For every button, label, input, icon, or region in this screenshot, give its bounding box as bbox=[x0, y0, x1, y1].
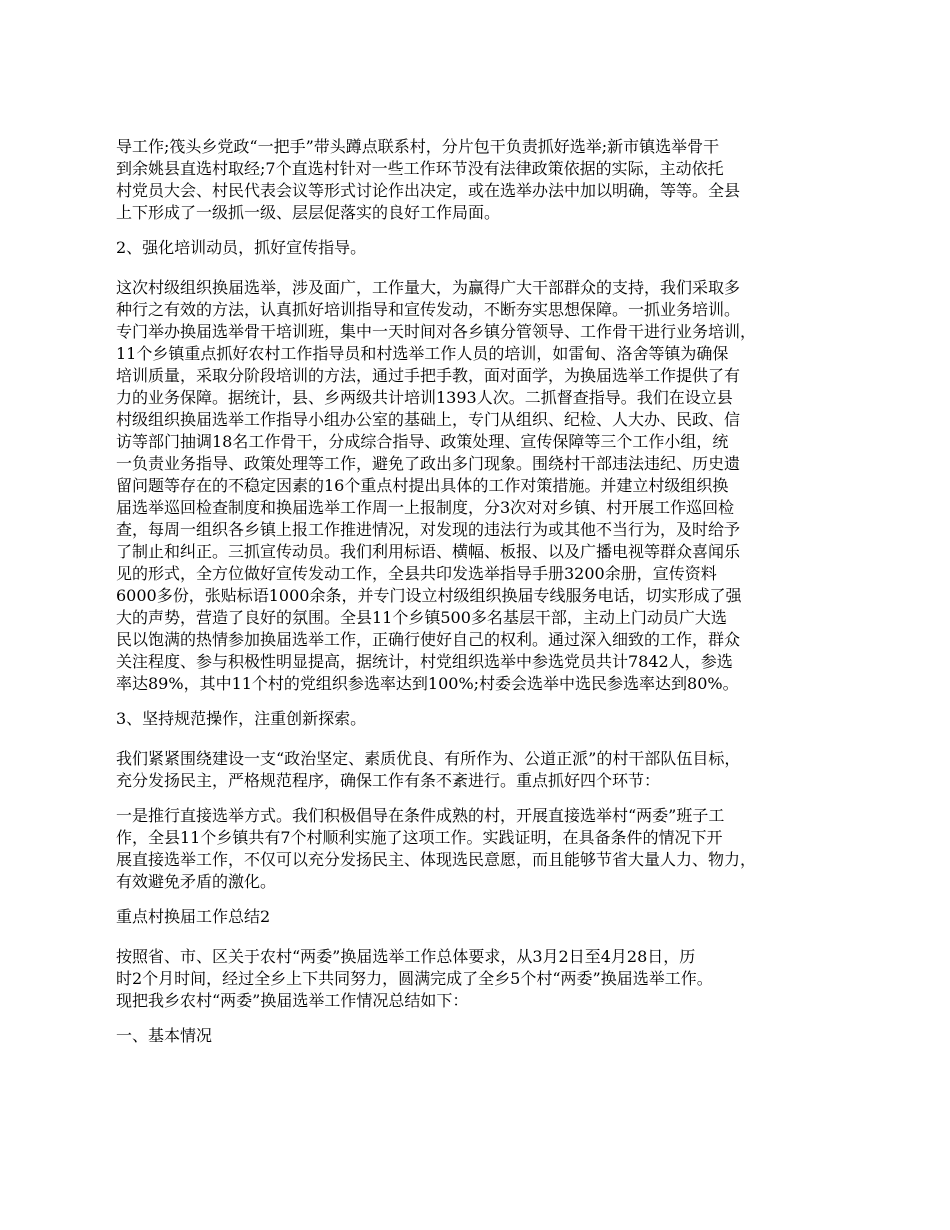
text-line: 民以饱满的热情参加换届选举工作，正确行使好自己的权利。通过深入细致的工作，群众 bbox=[116, 630, 741, 649]
text-line: 关注程度、参与积极性明显提高，据统计，村党组织选举中参选党员共计7842人，参选 bbox=[116, 652, 733, 671]
text-line: 展直接选举工作，不仅可以充分发扬民主、体现选民意愿，而且能够节省大量人力、物力， bbox=[116, 850, 757, 869]
paragraph-training bbox=[116, 277, 856, 695]
text-line: 到余姚县直选村取经;7个直选村针对一些工作环节没有法律政策依据的实际，主动依托 bbox=[116, 159, 724, 178]
paragraph-1 bbox=[116, 136, 856, 224]
text-line: 查，每周一组织各乡镇上报工作推进情况，对发现的违法行为或其他不当行为，及时给予 bbox=[116, 520, 741, 539]
heading-text: 2、强化培训动员，抓好宣传指导。 bbox=[116, 238, 367, 257]
section-heading-training bbox=[116, 237, 856, 259]
heading-text: 重点村换届工作总结2 bbox=[116, 907, 271, 926]
text-line: 一是推行直接选举方式。我们积极倡导在条件成熟的村，开展直接选举村“两委”班子工 bbox=[116, 806, 725, 825]
text-line: 6000多份，张贴标语1000余条，并专门设立村级组织换届专线服务电话，切实形成了强 bbox=[116, 586, 742, 605]
text-line: 了制止和纠正。三抓宣传动员。我们利用标语、横幅、板报、以及广播电视等群众喜闻乐 bbox=[116, 542, 741, 561]
text-line: 导工作;筏头乡党政“一把手”带头蹲点联系村，分片包干负责抓好选举;新市镇选举骨干 bbox=[116, 137, 720, 156]
document-page bbox=[116, 136, 856, 1065]
text-line: 作，全县11个乡镇共有7个村顺利实施了这项工作。实践证明，在具备条件的情况下开 bbox=[116, 828, 723, 847]
text-line: 我们紧紧围绕建设一支“政治坚定、素质优良、有所作为、公道正派”的村干部队伍目标， bbox=[116, 749, 741, 768]
paragraph-direct-election bbox=[116, 805, 856, 893]
text-line: 这次村级组织换届选举，涉及面广，工作量大，为赢得广大干部群众的支持，我们采取多 bbox=[116, 278, 741, 297]
text-line: 大的声势，营造了良好的氛围。全县11个乡镇500多名基层干部，主动上门动员广大选 bbox=[116, 608, 727, 627]
text-line: 按照省、市、区关于农村“两委”换届选举工作总体要求，从3月2日至4月28日，历 bbox=[116, 947, 696, 966]
heading-text: 3、坚持规范操作，注重创新探索。 bbox=[116, 709, 367, 728]
paragraph-summary-intro bbox=[116, 946, 856, 1012]
text-line: 充分发扬民主，严格规范程序，确保工作有条不紊进行。重点抓好四个环节： bbox=[116, 771, 661, 790]
text-line: 专门举办换届选举骨干培训班，集中一天时间对各乡镇分管领导、工作骨干进行业务培训， bbox=[116, 322, 757, 341]
text-line: 11个乡镇重点抓好农村工作指导员和村选举工作人员的培训，如雷甸、洛舍等镇为确保 bbox=[116, 344, 729, 363]
text-line: 现把我乡农村“两委”换届选举工作情况总结如下： bbox=[116, 991, 469, 1010]
document-subtitle bbox=[116, 906, 856, 928]
text-line: 留问题等存在的不稳定因素的16个重点村提出具体的工作对策措施。并建立村级组织换 bbox=[116, 476, 729, 495]
text-line: 村级组织换届选举工作指导小组办公室的基础上，专门从组织、纪检、人大办、民政、信 bbox=[116, 410, 741, 429]
text-line: 力的业务保障。据统计，县、乡两级共计培训1393人次。二抓督查指导。我们在设立县 bbox=[116, 388, 733, 407]
paragraph-standards bbox=[116, 748, 856, 792]
text-line: 种行之有效的方法，认真抓好培训指导和宣传发动，不断夯实思想保障。一抓业务培训。 bbox=[116, 300, 741, 319]
text-line: 届选举巡回检查制度和换届选举工作周一上报制度，分3次对对乡镇、村开展工作巡回检 bbox=[116, 498, 735, 517]
section-heading-standards bbox=[116, 708, 856, 730]
text-line: 有效避免矛盾的激化。 bbox=[116, 872, 277, 891]
text-line: 时2个月时间，经过全乡上下共同努力，圆满完成了全乡5个村“两委”换届选举工作。 bbox=[116, 969, 713, 988]
section-heading-basic bbox=[116, 1025, 856, 1047]
text-line: 培训质量，采取分阶段培训的方法，通过手把手教，面对面学，为换届选举工作提供了有 bbox=[116, 366, 741, 385]
heading-text: 一、基本情况 bbox=[116, 1026, 213, 1045]
text-line: 上下形成了一级抓一级、层层促落实的良好工作局面。 bbox=[116, 203, 501, 222]
text-line: 访等部门抽调18名工作骨干，分成综合指导、政策处理、宣传保障等三个工作小组，统 bbox=[116, 432, 729, 451]
text-line: 见的形式，全方位做好宣传发动工作，全县共印发选举指导手册3200余册，宣传资料 bbox=[116, 564, 717, 583]
text-line: 村党员大会、村民代表会议等形式讨论作出决定，或在选举办法中加以明确，等等。全县 bbox=[116, 181, 741, 200]
text-line: 率达89%，其中11个村的党组织参选率达到100%;村委会选举中选民参选率达到80%。 bbox=[116, 674, 739, 693]
text-line: 一负责业务指导、政策处理等工作，避免了政出多门现象。围绕村干部违法违纪、历史遗 bbox=[116, 454, 741, 473]
